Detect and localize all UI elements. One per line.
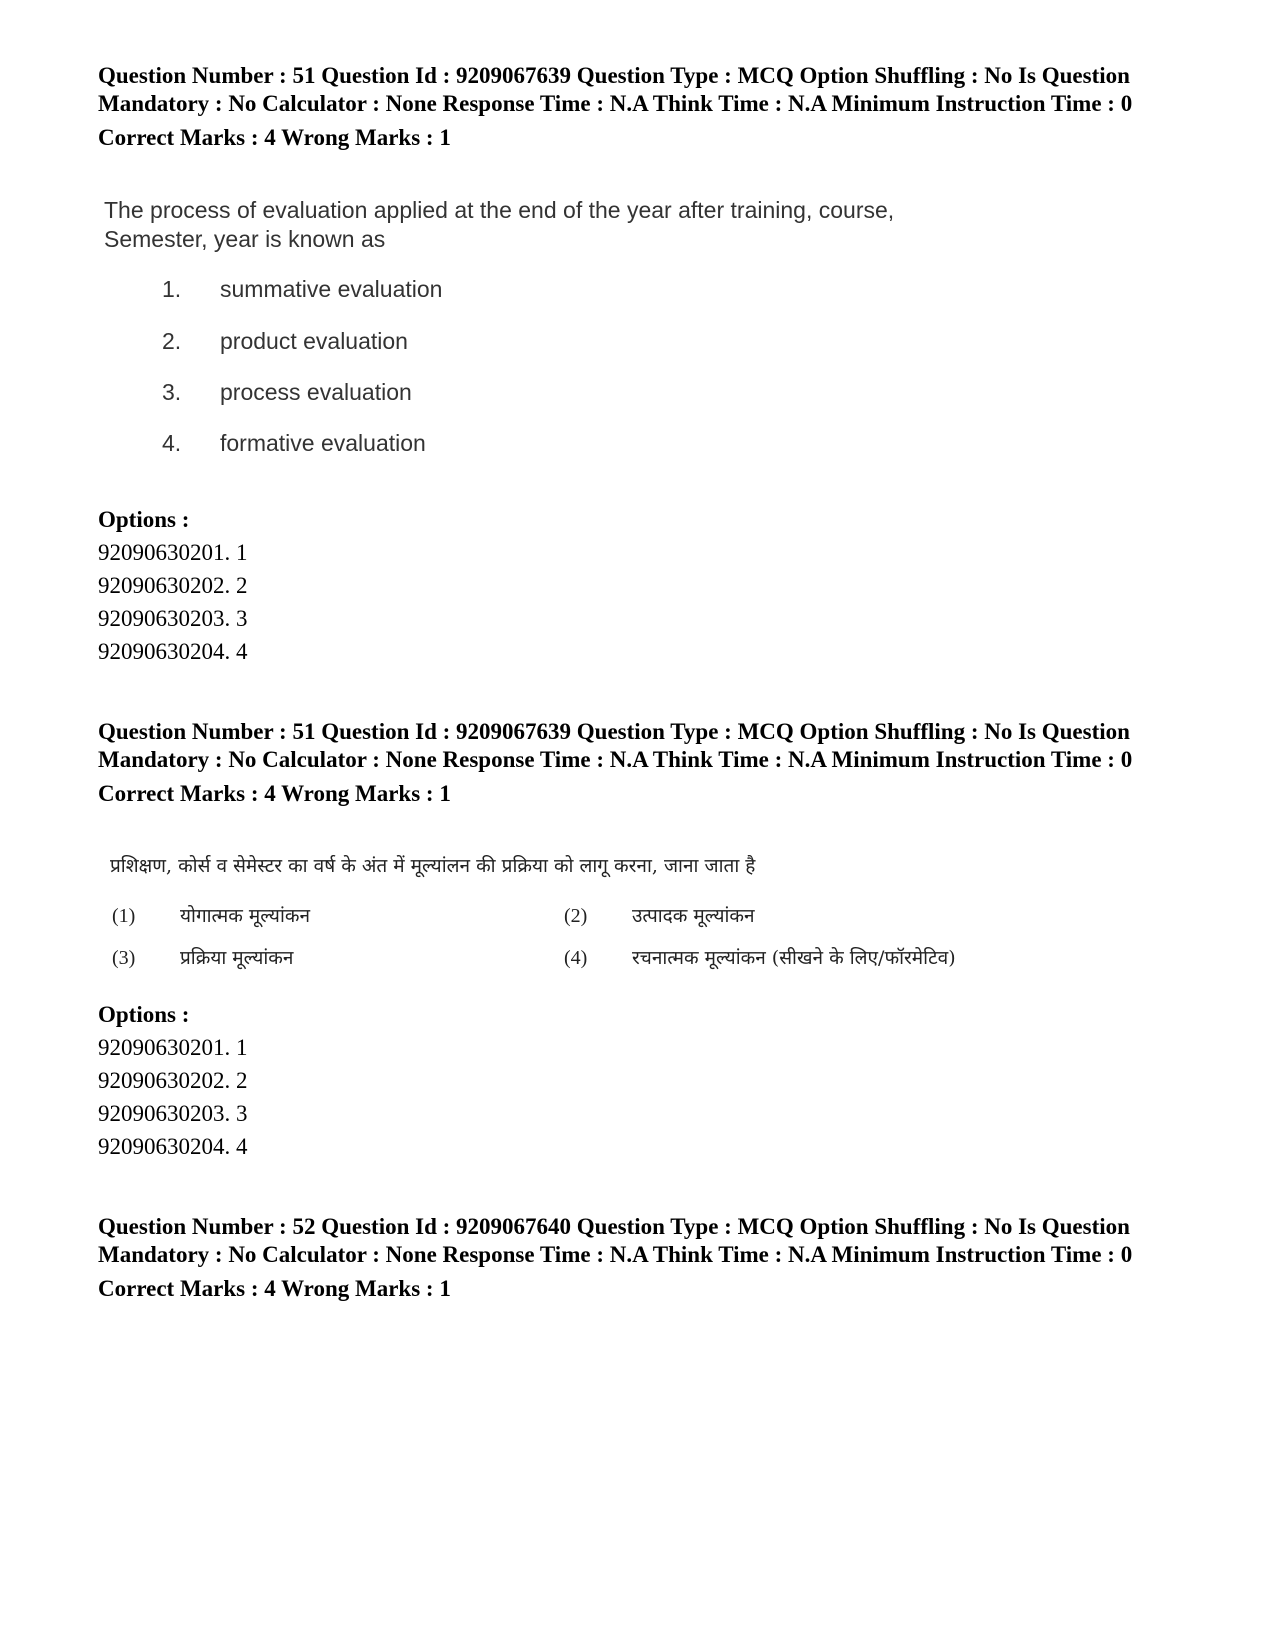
- choice-number: (3): [112, 947, 136, 969]
- question-marks: Correct Marks : 4 Wrong Marks : 1: [98, 125, 451, 150]
- choice-number: (4): [564, 947, 588, 969]
- question-header: Question Number : 51 Question Id : 9209067639 Question Type : MCQ Option Shuffling : No Is Question Mandatory : No Calculator : None Response Time : N.A Think Time : N.A Minimum Instruction Time : 0: [98, 63, 1133, 116]
- choice-2: [162, 328, 408, 355]
- choice-text: उत्पादक मूल्यांकन: [632, 905, 755, 927]
- choice-number: (2): [564, 905, 588, 927]
- question-image-hindi: [98, 852, 1098, 982]
- option-item: 92090630203. 3: [98, 606, 248, 631]
- question-header: Question Number : 51 Question Id : 9209067639 Question Type : MCQ Option Shuffling : No Is Question Mandatory : No Calculator : None Response Time : N.A Think Time : N.A Minimum Instruction Time : 0: [98, 719, 1133, 772]
- choice-text: formative evaluation: [220, 430, 426, 456]
- choice-1: [162, 276, 442, 303]
- choice-number: (1): [112, 905, 136, 927]
- options-title: Options :: [98, 507, 190, 532]
- choice-text: योगात्मक मूल्यांकन: [180, 905, 311, 927]
- options-section-2: [98, 1001, 248, 1163]
- option-item: 92090630204. 4: [98, 639, 248, 664]
- options-title: Options :: [98, 1002, 190, 1027]
- question-header: Question Number : 52 Question Id : 9209067640 Question Type : MCQ Option Shuffling : No Is Question Mandatory : No Calculator : None Response Time : N.A Think Time : N.A Minimum Instruction Time : 0: [98, 1214, 1133, 1267]
- choice-number: 4.: [162, 430, 182, 456]
- choice-text: summative evaluation: [220, 276, 443, 302]
- question-marks: Correct Marks : 4 Wrong Marks : 1: [98, 781, 451, 806]
- option-item: 92090630201. 1: [98, 540, 248, 565]
- choice-3: [112, 944, 293, 970]
- option-item: 92090630202. 2: [98, 573, 248, 598]
- choice-text: रचनात्मक मूल्यांकन (सीखने के लिए/फॉरमेटिव): [632, 947, 956, 969]
- question-image-english: [98, 196, 1098, 476]
- option-item: 92090630204. 4: [98, 1134, 248, 1159]
- question-block-2: [98, 718, 1198, 808]
- options-section-1: [98, 506, 248, 668]
- choice-4: [162, 430, 426, 457]
- option-item: 92090630202. 2: [98, 1068, 248, 1093]
- question-stem: प्रशिक्षण, कोर्स व सेमेस्टर का वर्ष के अंत में मूल्यांलन की प्रक्रिया को लागू करना, जाना जाता है: [110, 855, 756, 877]
- choice-4: [564, 944, 956, 970]
- choice-3: [162, 379, 412, 406]
- choice-text: process evaluation: [220, 379, 412, 405]
- choice-number: 2.: [162, 328, 182, 354]
- option-item: 92090630201. 1: [98, 1035, 248, 1060]
- question-stem: The process of evaluation applied at the end of the year after training, course, Semester, year is known as: [104, 197, 895, 252]
- question-block-1: [98, 62, 1198, 152]
- choice-1: [112, 902, 310, 928]
- choice-number: 1.: [162, 276, 182, 302]
- choice-text: product evaluation: [220, 328, 408, 354]
- choice-number: 3.: [162, 379, 182, 405]
- choice-2: [564, 902, 755, 928]
- question-marks: Correct Marks : 4 Wrong Marks : 1: [98, 1276, 451, 1301]
- option-item: 92090630203. 3: [98, 1101, 248, 1126]
- choice-text: प्रक्रिया मूल्यांकन: [180, 947, 294, 969]
- question-block-3: [98, 1213, 1198, 1303]
